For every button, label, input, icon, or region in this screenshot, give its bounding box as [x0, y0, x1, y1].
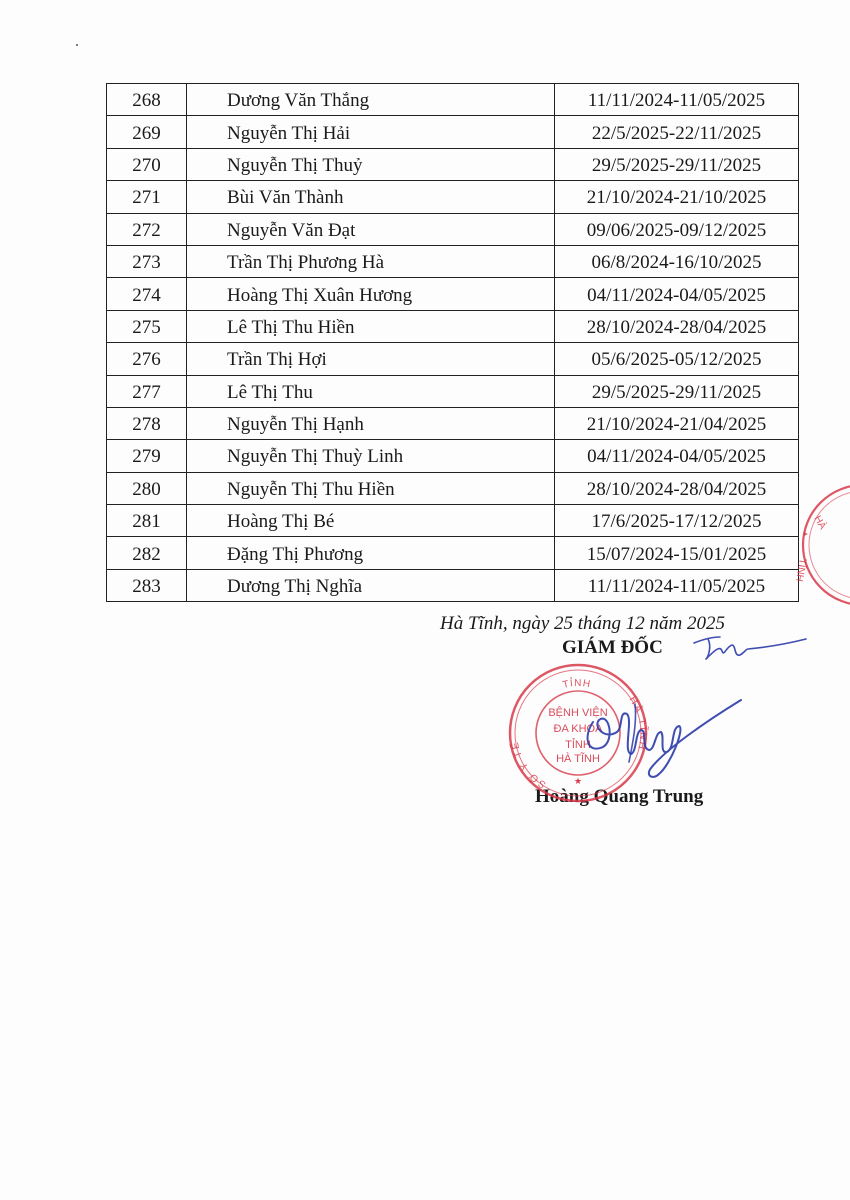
- full-name: Trần Thị Phương Hà: [227, 252, 385, 274]
- partial-seal-text-lower: TĨNH: [792, 557, 808, 583]
- date-range-cell: [555, 84, 799, 116]
- row-number: 268: [132, 90, 161, 112]
- row-number: 281: [132, 511, 161, 533]
- date-range: 29/5/2025-29/11/2025: [591, 381, 762, 403]
- full-name: Hoàng Thị Bé: [227, 511, 335, 533]
- full-name: Lê Thị Thu: [227, 381, 313, 403]
- table-row: [107, 537, 799, 569]
- table-row: [107, 505, 799, 537]
- date-range: 28/10/2024-28/04/2025: [586, 316, 767, 338]
- full-name-cell: [187, 245, 555, 277]
- date-range-cell: [555, 375, 799, 407]
- table-row: [107, 116, 799, 148]
- date-range: 15/07/2024-15/01/2025: [586, 543, 767, 565]
- row-number: 275: [132, 316, 161, 338]
- row-number: 280: [132, 478, 161, 500]
- row-number-cell: [107, 310, 187, 342]
- date-range-cell: [555, 310, 799, 342]
- row-number: 270: [132, 154, 161, 176]
- table-row: [107, 84, 799, 116]
- full-name-cell: [187, 569, 555, 601]
- full-name-cell: [187, 84, 555, 116]
- full-name: Nguyễn Thị Thuỷ: [227, 154, 363, 176]
- seal-top-arc-text: TỈNH: [561, 677, 592, 692]
- row-number-cell: [107, 213, 187, 245]
- table-row: [107, 310, 799, 342]
- full-name: Nguyễn Thị Thuỳ Linh: [227, 446, 404, 468]
- row-number-cell: [107, 181, 187, 213]
- signer-name: Hoàng Quang Trung: [535, 786, 704, 807]
- full-name-cell: [187, 472, 555, 504]
- row-number-cell: [107, 505, 187, 537]
- date-range: 05/6/2025-05/12/2025: [591, 349, 762, 371]
- date-range: 17/6/2025-17/12/2025: [591, 511, 762, 533]
- row-number-cell: [107, 537, 187, 569]
- full-name-cell: [187, 537, 555, 569]
- date-range: 21/10/2024-21/10/2025: [586, 187, 767, 209]
- row-number: 272: [132, 219, 161, 241]
- date-range-cell: [555, 537, 799, 569]
- row-number: 269: [132, 122, 161, 144]
- row-number: 279: [132, 446, 161, 468]
- row-number-cell: [107, 148, 187, 180]
- date-range-cell: [555, 343, 799, 375]
- full-name: Hoàng Thị Xuân Hương: [227, 284, 413, 306]
- row-number-cell: [107, 343, 187, 375]
- seal-right-arc-text: HÀ TĨNH: [626, 694, 649, 753]
- full-name: Đặng Thị Phương: [227, 543, 364, 565]
- full-name: Dương Văn Thắng: [227, 90, 370, 112]
- table-row: [107, 375, 799, 407]
- date-range-cell: [555, 278, 799, 310]
- date-range-cell: [555, 569, 799, 601]
- date-range-cell: [555, 116, 799, 148]
- full-name: Nguyễn Thị Hạnh: [227, 414, 364, 436]
- date-range: 11/11/2024-11/05/2025: [587, 90, 766, 112]
- full-name: Nguyễn Thị Thu Hiền: [227, 478, 395, 500]
- table-row: [107, 407, 799, 439]
- full-name-cell: [187, 505, 555, 537]
- partial-seal-text-upper: HÀ: [811, 514, 828, 532]
- date-range-cell: [555, 148, 799, 180]
- date-range-cell: [555, 181, 799, 213]
- scan-speck: [76, 44, 78, 46]
- row-number-cell: [107, 84, 187, 116]
- full-name-cell: [187, 375, 555, 407]
- date-range-cell: [555, 407, 799, 439]
- row-number: 274: [132, 284, 161, 306]
- full-name: Nguyễn Thị Hải: [227, 122, 351, 144]
- date-range-cell: [555, 213, 799, 245]
- full-name: Nguyễn Văn Đạt: [227, 219, 356, 241]
- handwritten-signature: [575, 692, 755, 782]
- row-number-cell: [107, 472, 187, 504]
- full-name-cell: [187, 213, 555, 245]
- full-name-cell: [187, 343, 555, 375]
- date-range-cell: [555, 440, 799, 472]
- table-row: [107, 148, 799, 180]
- table-row: [107, 569, 799, 601]
- seal-left-arc-text: SỞ Y TẾ: [509, 739, 549, 790]
- row-number: 282: [132, 543, 161, 565]
- date-range: 06/8/2024-16/10/2025: [591, 252, 762, 274]
- staff-list-table: [106, 83, 799, 602]
- row-number-cell: [107, 278, 187, 310]
- full-name-cell: [187, 181, 555, 213]
- seal-center-line-1: BỆNH VIỆN: [548, 707, 608, 719]
- full-name: Trần Thị Hợi: [227, 349, 327, 371]
- row-number-cell: [107, 440, 187, 472]
- full-name-cell: [187, 407, 555, 439]
- row-number-cell: [107, 407, 187, 439]
- table-body: [107, 84, 799, 602]
- date-range: 28/10/2024-28/04/2025: [586, 478, 767, 500]
- full-name-cell: [187, 278, 555, 310]
- date-range-cell: [555, 245, 799, 277]
- signer-position: GIÁM ĐỐC: [562, 637, 663, 658]
- table-row: [107, 278, 799, 310]
- full-name-cell: [187, 310, 555, 342]
- full-name: Bùi Văn Thành: [227, 187, 344, 209]
- place-and-date: Hà Tĩnh, ngày 25 tháng 12 năm 2025: [440, 613, 725, 634]
- row-number: 273: [132, 252, 161, 274]
- svg-text:SỞ Y TẾ: [508, 739, 549, 789]
- date-range: 22/5/2025-22/11/2025: [591, 122, 762, 144]
- date-range: 04/11/2024-04/05/2025: [587, 446, 766, 468]
- full-name-cell: [187, 148, 555, 180]
- date-range: 29/5/2025-29/11/2025: [591, 154, 762, 176]
- row-number: 271: [132, 187, 161, 209]
- full-name: Lê Thị Thu Hiền: [227, 316, 355, 338]
- date-range: 11/11/2024-11/05/2025: [587, 576, 766, 598]
- svg-text:TỈNH: [562, 676, 592, 691]
- date-range: 21/10/2024-21/04/2025: [586, 414, 767, 436]
- table-row: [107, 213, 799, 245]
- row-number: 277: [132, 381, 161, 403]
- table-row: [107, 245, 799, 277]
- full-name: Dương Thị Nghĩa: [227, 576, 363, 598]
- table-row: [107, 343, 799, 375]
- table-row: [107, 472, 799, 504]
- date-range-cell: [555, 505, 799, 537]
- row-number-cell: [107, 375, 187, 407]
- table-row: [107, 181, 799, 213]
- table-row: [107, 440, 799, 472]
- full-name-cell: [187, 440, 555, 472]
- date-range-cell: [555, 472, 799, 504]
- partial-seal-edge: [788, 480, 850, 610]
- full-name-cell: [187, 116, 555, 148]
- row-number-cell: [107, 245, 187, 277]
- date-range: 04/11/2024-04/05/2025: [587, 284, 766, 306]
- seal-center-line-3: TỈNH: [565, 739, 591, 751]
- seal-center-line-2: ĐA KHOA: [553, 723, 603, 735]
- row-number-cell: [107, 569, 187, 601]
- seal-star-icon: ★: [573, 776, 583, 786]
- row-number-cell: [107, 116, 187, 148]
- handwritten-initial: [690, 625, 810, 665]
- date-range: 09/06/2025-09/12/2025: [586, 219, 767, 241]
- row-number: 276: [132, 349, 161, 371]
- row-number: 278: [132, 414, 161, 436]
- row-number: 283: [132, 576, 161, 598]
- seal-center-line-4: HÀ TĨNH: [556, 753, 600, 765]
